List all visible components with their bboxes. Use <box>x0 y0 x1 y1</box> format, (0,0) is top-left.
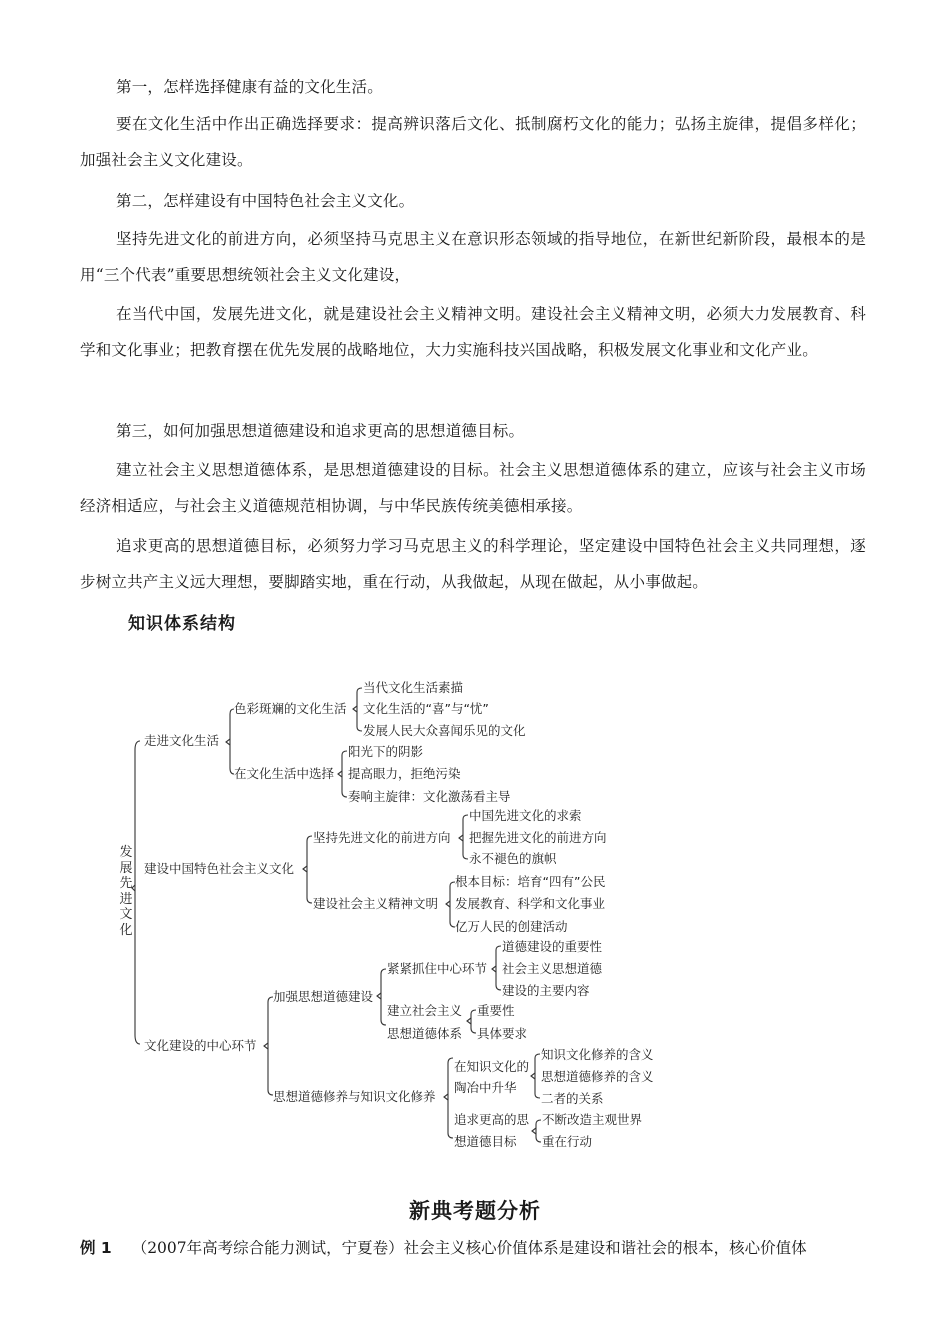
branch3-sub1-subB-label-line2: 思想道德体系 <box>387 1026 463 1041</box>
branch2-label: 建设中国特色社会主义文化 <box>144 861 295 876</box>
paragraph-text: 第三，如何加强思想道德建设和追求更高的思想道德目标。 <box>116 422 525 440</box>
branch2-sub2-item: 亿万人民的创建活动 <box>455 919 568 934</box>
branch3-sub2-subB-item: 不断改造主观世界 <box>542 1112 643 1127</box>
branch3-sub2-subA-item: 二者的关系 <box>541 1091 604 1106</box>
branch3-sub1-subA-item: 建设的主要内容 <box>502 983 590 998</box>
branch3-sub1-subA-item: 社会主义思想道德 <box>502 961 603 976</box>
branch1-sub2-label: 在文化生活中选择 <box>234 766 335 781</box>
branch3-sub1-subB-item: 具体要求 <box>477 1026 528 1041</box>
branch3-label: 文化建设的中心环节 <box>144 1038 257 1053</box>
sub21-bracket <box>463 815 468 859</box>
branch3-sub2-subB-label-line2: 想道德目标 <box>454 1134 517 1149</box>
branch2-sub2-item: 发展教育、科学和文化事业 <box>455 896 606 911</box>
section-heading-exam-analysis: 新典考题分析 <box>409 1199 541 1223</box>
branch2-sub1-item: 永不褪色的旗帜 <box>469 851 557 866</box>
branch2-sub2-item: 根本目标：培育“四有”公民 <box>455 874 606 889</box>
branch3-sub1-label: 加强思想道德建设 <box>273 989 374 1004</box>
sub31b-bracket <box>471 1010 476 1033</box>
root-bracket <box>135 741 140 1044</box>
section-title: 知识体系结构 <box>128 614 236 634</box>
branch3-sub1-subB-item: 重要性 <box>477 1003 515 1018</box>
branch1-sub1-item: 当代文化生活素描 <box>363 680 464 695</box>
branch1-sub2-item: 阳光下的阴影 <box>348 744 424 759</box>
branch1-bracket <box>230 709 234 774</box>
branch1-sub1-label: 色彩斑斓的文化生活 <box>234 701 347 716</box>
branch1-sub2-item: 奏响主旋律：文化激荡看主导 <box>348 789 511 804</box>
branch2-bracket-nub <box>303 866 307 872</box>
diagram-root-label: 发展先进文化 <box>119 845 133 938</box>
paragraph-text: 坚持先进文化的前进方向，必须坚持马克思主义在意识形态领域的指导地位，在新世纪新阶段，最根本的是用“三个代表”重要思想统领社会主义文化建设， <box>80 230 866 284</box>
sub32a-bracket-nub <box>531 1073 535 1079</box>
sub11-bracket <box>357 688 362 731</box>
sub32-bracket <box>448 1058 453 1138</box>
branch3-bracket-nub <box>264 1043 268 1049</box>
branch3-sub2-label: 思想道德修养与知识文化修养 <box>273 1089 436 1104</box>
sub32b-bracket <box>536 1120 541 1142</box>
branch3-bracket <box>268 997 273 1095</box>
sub11-bracket-nub <box>353 706 357 712</box>
example-text: （2007年高考综合能力测试，宁夏卷）社会主义核心价值体系是建设和谐社会的根本，核心价值体 <box>131 1239 807 1257</box>
sub31-bracket-nub <box>377 993 381 999</box>
paragraph-text: 建立社会主义思想道德体系，是思想道德建设的目标。社会主义思想道德体系的建立，应该与社会主义市场经济相适应，与社会主义道德规范相协调，与中华民族传统美德相承接。 <box>80 461 866 515</box>
sub22-bracket-nub <box>446 901 450 907</box>
branch3-sub2-subB-label-line1: 追求更高的思 <box>454 1112 530 1127</box>
paragraph-text: 第二，怎样建设有中国特色社会主义文化。 <box>116 192 415 210</box>
branch1-label: 走进文化生活 <box>144 733 220 748</box>
example-question <box>80 1236 807 1260</box>
sub31-bracket <box>381 969 386 1025</box>
branch2-sub1-label: 坚持先进文化的前进方向 <box>313 830 451 845</box>
sub12-bracket <box>342 751 347 797</box>
branch1-bracket-nub <box>226 739 230 745</box>
branch1-sub1-item: 发展人民大众喜闻乐见的文化 <box>363 723 526 738</box>
sub12-bracket-nub <box>338 771 342 777</box>
branch3-sub2-subB-item: 重在行动 <box>542 1134 593 1149</box>
paragraph-text: 在当代中国，发展先进文化，就是建设社会主义精神文明。建设社会主义精神文明，必须大力发展教育、科学和文化事业；把教育摆在优先发展的战略地位，大力实施科技兴国战略，积极发展文化事业和文化产业。 <box>80 305 866 359</box>
sub32-bracket-nub <box>444 1094 448 1100</box>
branch2-sub1-item: 中国先进文化的求索 <box>469 808 582 823</box>
branch3-sub1-subA-label: 紧紧抓住中心环节 <box>387 961 488 976</box>
branch2-bracket <box>307 836 312 903</box>
branch2-sub1-item: 把握先进文化的前进方向 <box>469 830 607 845</box>
branch1-sub2-item: 提高眼力，拒绝污染 <box>348 766 461 781</box>
branch3-sub1-subA-item: 道德建设的重要性 <box>502 939 603 954</box>
branch3-sub1-subB-label-line1: 建立社会主义 <box>387 1003 463 1018</box>
branch3-sub2-subA-label-line1: 在知识文化的 <box>454 1059 530 1074</box>
sub32a-bracket <box>535 1054 540 1098</box>
branch2-sub2-label: 建设社会主义精神文明 <box>313 896 439 911</box>
branch3-sub2-subA-label-line2: 陶冶中升华 <box>454 1080 517 1095</box>
paragraph-text: 追求更高的思想道德目标，必须努力学习马克思主义的科学理论，坚定建设中国特色社会主义共同理想，逐步树立共产主义远大理想，要脚踏实地，重在行动，从我做起，从现在做起，从小事做起。 <box>80 537 866 591</box>
sub31a-bracket <box>496 946 501 990</box>
paragraph-text: 要在文化生活中作出正确选择要求：提高辨识落后文化、抵制腐朽文化的能力；弘扬主旋律，提倡多样化；加强社会主义文化建设。 <box>80 115 866 169</box>
branch3-sub2-subA-item: 知识文化修养的含义 <box>541 1047 654 1062</box>
sub32b-bracket-nub <box>532 1128 536 1134</box>
sub21-bracket-nub <box>459 835 463 841</box>
branch1-sub1-item: 文化生活的“喜”与“忧” <box>363 701 489 716</box>
sub31b-bracket-nub <box>467 1018 471 1024</box>
paragraph-text: 第一，怎样选择健康有益的文化生活。 <box>116 78 383 96</box>
sub31a-bracket-nub <box>492 966 496 972</box>
example-label: 例 1 <box>80 1239 112 1257</box>
branch3-sub2-subA-item: 思想道德修养的含义 <box>541 1069 654 1084</box>
